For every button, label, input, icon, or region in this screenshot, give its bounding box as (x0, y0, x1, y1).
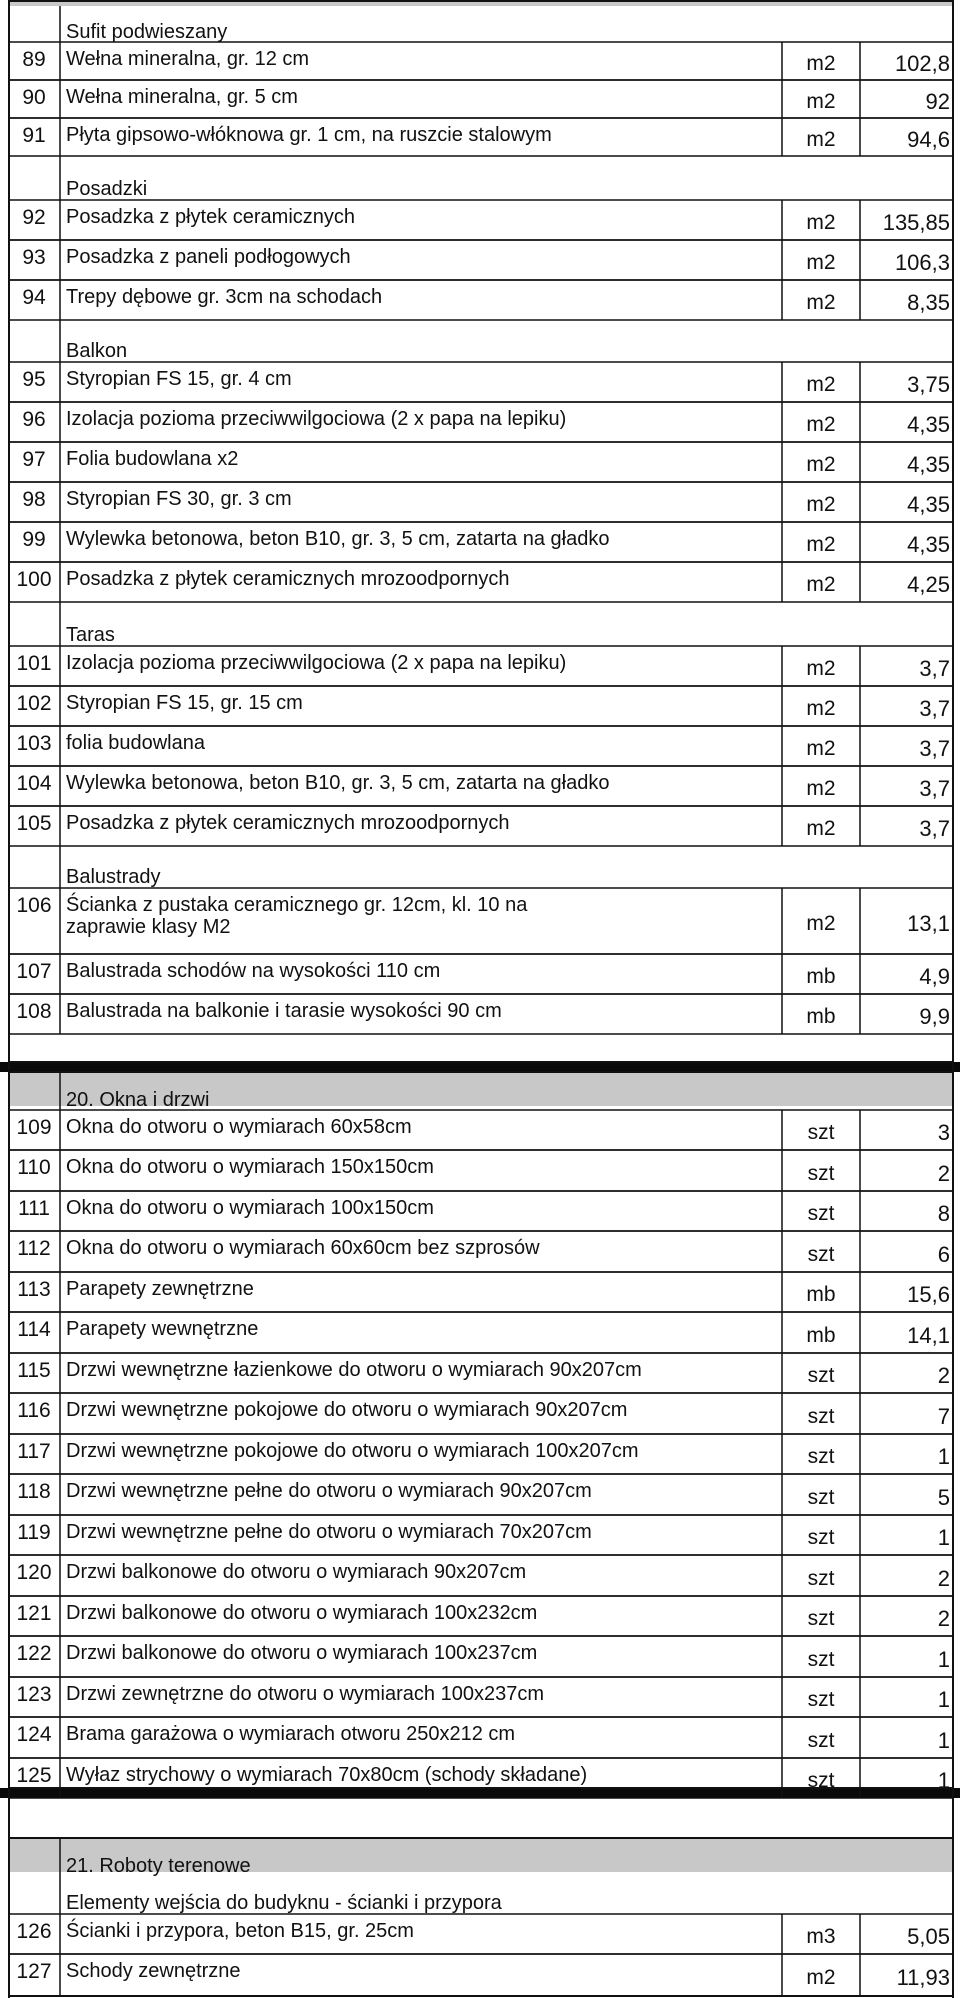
row-unit: m2 (806, 373, 836, 396)
row-unit: m2 (806, 251, 836, 274)
row-description: Okna do otworu o wymiarach 60x60cm bez szprosów (66, 1237, 540, 1259)
row-quantity: 92 (925, 89, 950, 114)
table-row (8, 806, 954, 846)
row-quantity: 4,35 (907, 452, 950, 477)
row-number: 109 (16, 1116, 52, 1139)
row-description: Drzwi wewnętrzne pełne do otworu o wymiarach 70x207cm (66, 1521, 592, 1543)
table-row (8, 1434, 954, 1474)
row-unit: szt (807, 1688, 835, 1711)
row-unit: m2 (806, 493, 836, 516)
row-quantity: 3,75 (907, 372, 950, 397)
row-number: 125 (16, 1764, 52, 1787)
row-quantity: 1 (937, 1525, 950, 1550)
row-number: 111 (18, 1197, 50, 1220)
row-description: Posadzka z paneli podłogowych (66, 246, 351, 268)
row-description: Schody zewnętrzne (66, 1960, 241, 1982)
row-description: Drzwi balkonowe do otworu o wymiarach 100x232cm (66, 1602, 538, 1624)
row-unit: szt (807, 1242, 835, 1266)
row-description: Drzwi wewnętrzne pełne do otworu o wymiarach 90x207cm (66, 1480, 592, 1502)
row-number: 107 (16, 960, 52, 983)
row-unit: szt (807, 1526, 835, 1549)
row-quantity: 14,1 (907, 1322, 950, 1348)
row-description: folia budowlana (66, 732, 205, 754)
table-row (8, 1914, 954, 1954)
row-quantity: 1 (937, 1768, 950, 1793)
group-title: Elementy wejścia do budyknu - ścianki i przypora (66, 1892, 502, 1914)
row-quantity: 5 (937, 1484, 950, 1510)
table-row (8, 954, 954, 994)
row-unit: szt (807, 1404, 835, 1428)
row-quantity: 13,1 (907, 911, 950, 936)
row-description: Drzwi zewnętrzne do otworu o wymiarach 100x237cm (66, 1683, 544, 1705)
row-number: 102 (16, 692, 52, 715)
row-unit: szt (807, 1121, 835, 1144)
table-row (8, 1515, 954, 1555)
row-description: Okna do otworu o wymiarach 60x58cm (66, 1116, 412, 1138)
row-unit: m2 (806, 1966, 836, 1989)
row-description: Wylewka betonowa, beton B10, gr. 3, 5 cm, zatarta na gładko (66, 772, 610, 794)
table-row (8, 280, 954, 320)
group-header (8, 1876, 954, 1914)
row-description: Drzwi balkonowe do otworu o wymiarach 100x237cm (66, 1642, 538, 1664)
row-number: 97 (22, 448, 46, 471)
row-quantity: 4,25 (907, 572, 950, 597)
row-unit: mb (806, 1323, 836, 1347)
row-unit: szt (807, 1161, 835, 1185)
table-row (8, 42, 954, 80)
section-header (8, 1072, 954, 1110)
row-number: 105 (16, 812, 52, 835)
row-quantity: 8 (937, 1201, 950, 1226)
row-number: 124 (16, 1723, 52, 1746)
row-quantity: 7 (937, 1403, 950, 1429)
row-number: 104 (16, 772, 52, 795)
table-row (8, 1596, 954, 1636)
row-number: 98 (22, 488, 46, 511)
row-quantity: 9,9 (919, 1004, 950, 1029)
row-unit: m2 (806, 52, 836, 75)
group-header (8, 602, 954, 646)
row-description: Balustrada na balkonie i tarasie wysokości 90 cm (66, 1000, 502, 1022)
row-number: 127 (16, 1960, 52, 1983)
row-description: Parapety zewnętrzne (66, 1278, 254, 1300)
row-unit: szt (807, 1769, 835, 1792)
row-number: 89 (22, 48, 46, 71)
row-unit: szt (807, 1728, 835, 1752)
row-description: Posadzka z płytek ceramicznych mrozoodpornych (66, 568, 510, 590)
table-row (8, 1393, 954, 1434)
row-description: Wylewka betonowa, beton B10, gr. 3, 5 cm, zatarta na gładko (66, 528, 610, 550)
row-quantity: 2 (937, 1160, 950, 1186)
row-number: 117 (17, 1440, 51, 1463)
table-row (8, 1110, 954, 1150)
row-unit: m2 (806, 90, 836, 113)
row-quantity: 11,93 (896, 1965, 950, 1990)
table-row (8, 766, 954, 806)
row-number: 99 (22, 528, 46, 551)
row-quantity: 4,35 (907, 492, 950, 517)
row-unit: m2 (806, 291, 836, 314)
row-unit: m2 (806, 413, 836, 436)
table-row (8, 240, 954, 280)
row-description: Styropian FS 15, gr. 15 cm (66, 692, 303, 714)
table-row (8, 1353, 954, 1393)
row-number: 91 (22, 124, 46, 147)
row-number: 122 (16, 1642, 52, 1665)
group-header (8, 6, 954, 42)
row-number: 103 (16, 732, 52, 755)
row-description: Wyłaz strychowy o wymiarach 70x80cm (schody składane) (66, 1764, 588, 1786)
group-header (8, 320, 954, 362)
row-description: Drzwi wewnętrzne łazienkowe do otworu o wymiarach 90x207cm (66, 1359, 642, 1381)
group-header (8, 846, 954, 888)
table-row (8, 686, 954, 726)
group-title: Taras (66, 624, 115, 646)
table-row (8, 80, 954, 118)
row-quantity: 5,05 (907, 1924, 950, 1949)
row-number: 100 (16, 568, 52, 591)
table-row (8, 402, 954, 442)
row-unit: mb (806, 1005, 836, 1028)
row-unit: m2 (806, 453, 836, 476)
row-description: Trepy dębowe gr. 3cm na schodach (66, 286, 383, 308)
row-description: Posadzka z płytek ceramicznych (66, 206, 356, 228)
row-quantity: 3,7 (919, 816, 950, 841)
row-unit: m3 (806, 1925, 836, 1948)
row-number: 101 (16, 652, 52, 675)
row-number: 116 (17, 1399, 51, 1422)
row-number: 90 (22, 86, 46, 109)
row-unit: szt (807, 1202, 835, 1225)
row-number: 93 (22, 246, 46, 269)
table-row (8, 1677, 954, 1717)
table-row (8, 442, 954, 482)
row-quantity: 8,35 (907, 290, 950, 315)
row-description: Drzwi balkonowe do otworu o wymiarach 90x207cm (66, 1561, 527, 1583)
row-quantity: 1 (937, 1444, 950, 1469)
row-unit: m2 (806, 211, 836, 234)
table-row (8, 1191, 954, 1231)
row-description: Izolacja pozioma przeciwwilgociowa (2 x papa na lepiku) (66, 408, 567, 430)
table-row (8, 1272, 954, 1312)
row-unit: szt (807, 1364, 835, 1387)
table-row (8, 1312, 954, 1353)
row-number: 96 (22, 408, 46, 431)
row-number: 121 (16, 1602, 52, 1625)
row-number: 108 (16, 1000, 52, 1023)
table-row (8, 1231, 954, 1272)
row-unit: m2 (806, 817, 836, 840)
row-quantity: 102,8 (894, 51, 950, 76)
row-number: 114 (17, 1318, 51, 1341)
table-row (8, 994, 954, 1034)
table-row (8, 362, 954, 402)
row-unit: szt (807, 1647, 835, 1671)
row-description: Okna do otworu o wymiarach 100x150cm (66, 1197, 434, 1219)
group-title: Balustrady (66, 866, 161, 888)
row-description: Balustrada schodów na wysokości 110 cm (66, 960, 441, 982)
row-quantity: 3,7 (919, 656, 950, 681)
row-unit: m2 (806, 737, 836, 760)
row-quantity: 15,6 (907, 1282, 950, 1307)
section-header (8, 1838, 954, 1876)
row-unit: szt (807, 1445, 835, 1468)
row-description: Okna do otworu o wymiarach 150x150cm (66, 1156, 434, 1178)
row-quantity: 2 (937, 1565, 950, 1591)
row-number: 92 (22, 206, 46, 229)
row-quantity: 2 (937, 1363, 950, 1388)
row-description: Parapety wewnętrzne (66, 1318, 259, 1340)
row-unit: m2 (806, 912, 836, 935)
row-unit: mb (806, 1283, 836, 1306)
table-row (8, 726, 954, 766)
row-description: Styropian FS 15, gr. 4 cm (66, 368, 292, 390)
row-quantity: 94,6 (907, 127, 950, 152)
row-quantity: 2 (937, 1606, 950, 1631)
row-number: 110 (17, 1156, 51, 1179)
row-quantity: 106,3 (894, 250, 950, 275)
row-unit: szt (807, 1566, 835, 1590)
row-unit: mb (806, 965, 836, 988)
table-row (8, 522, 954, 562)
group-title: Sufit podwieszany (66, 21, 228, 42)
row-quantity: 4,35 (907, 532, 950, 557)
row-description: Drzwi wewnętrzne pokojowe do otworu o wymiarach 90x207cm (66, 1399, 628, 1421)
row-quantity: 1 (937, 1687, 950, 1712)
row-quantity: 3,7 (919, 696, 950, 721)
row-quantity: 3,7 (919, 736, 950, 761)
row-description: Drzwi wewnętrzne pokojowe do otworu o wymiarach 100x207cm (66, 1440, 639, 1462)
row-unit: szt (807, 1607, 835, 1630)
row-quantity: 3,7 (919, 776, 950, 801)
row-number: 94 (22, 286, 46, 309)
table-row (8, 888, 954, 954)
section-title: 20. Okna i drzwi (66, 1089, 210, 1110)
group-title: Balkon (66, 340, 128, 362)
row-number: 112 (17, 1237, 51, 1260)
section-separator-bar (0, 1062, 960, 1072)
row-quantity: 4,9 (919, 964, 950, 989)
row-unit: m2 (806, 777, 836, 800)
row-unit: szt (807, 1485, 835, 1509)
row-description: Styropian FS 30, gr. 3 cm (66, 488, 292, 510)
table-row (8, 1717, 954, 1758)
row-number: 118 (17, 1480, 51, 1503)
row-description: Ścianki i przypora, beton B15, gr. 25cm (66, 1920, 414, 1942)
row-description: Izolacja pozioma przeciwwilgociowa (2 x papa na lepiku) (66, 652, 567, 674)
row-quantity: 4,35 (907, 412, 950, 437)
row-unit: m2 (806, 573, 836, 596)
row-number: 126 (16, 1920, 52, 1943)
group-header (8, 156, 954, 200)
table-row (8, 118, 954, 156)
row-description: Płyta gipsowo-włóknowa gr. 1 cm, na ruszcie stalowym (66, 124, 552, 146)
row-description: Wełna mineralna, gr. 12 cm (66, 48, 310, 70)
table-row (8, 1474, 954, 1515)
table-row (8, 1555, 954, 1596)
section-title: 21. Roboty terenowe (66, 1855, 251, 1876)
table-row (8, 646, 954, 686)
row-number: 115 (17, 1359, 51, 1382)
row-number: 123 (16, 1683, 52, 1706)
row-number: 106 (16, 894, 52, 917)
row-quantity: 1 (937, 1727, 950, 1753)
row-number: 113 (17, 1278, 51, 1301)
row-unit: m2 (806, 697, 836, 720)
group-title: Posadzki (66, 178, 148, 200)
table-row (8, 1954, 954, 1996)
table-row (8, 1758, 954, 1798)
row-quantity: 1 (937, 1646, 950, 1672)
table-row (8, 562, 954, 602)
row-number: 120 (16, 1561, 52, 1584)
row-quantity: 6 (937, 1241, 950, 1267)
row-description: Brama garażowa o wymiarach otworu 250x212 cm (66, 1723, 516, 1745)
row-quantity: 3 (937, 1120, 950, 1145)
row-quantity: 135,85 (882, 210, 950, 235)
row-unit: m2 (806, 657, 836, 680)
table-row (8, 482, 954, 522)
row-description: Wełna mineralna, gr. 5 cm (66, 86, 298, 108)
row-description: Folia budowlana x2 (66, 448, 239, 470)
row-number: 95 (22, 368, 46, 391)
table-row (8, 200, 954, 240)
row-unit: m2 (806, 128, 836, 151)
table-row (8, 1150, 954, 1191)
row-description: Posadzka z płytek ceramicznych mrozoodpornych (66, 812, 510, 834)
row-unit: m2 (806, 533, 836, 556)
row-description: Ścianka z pustaka ceramicznego gr. 12cm, kl. 10 na zaprawie klasy M2 (66, 894, 528, 938)
row-number: 119 (17, 1521, 51, 1544)
table-row (8, 1636, 954, 1677)
